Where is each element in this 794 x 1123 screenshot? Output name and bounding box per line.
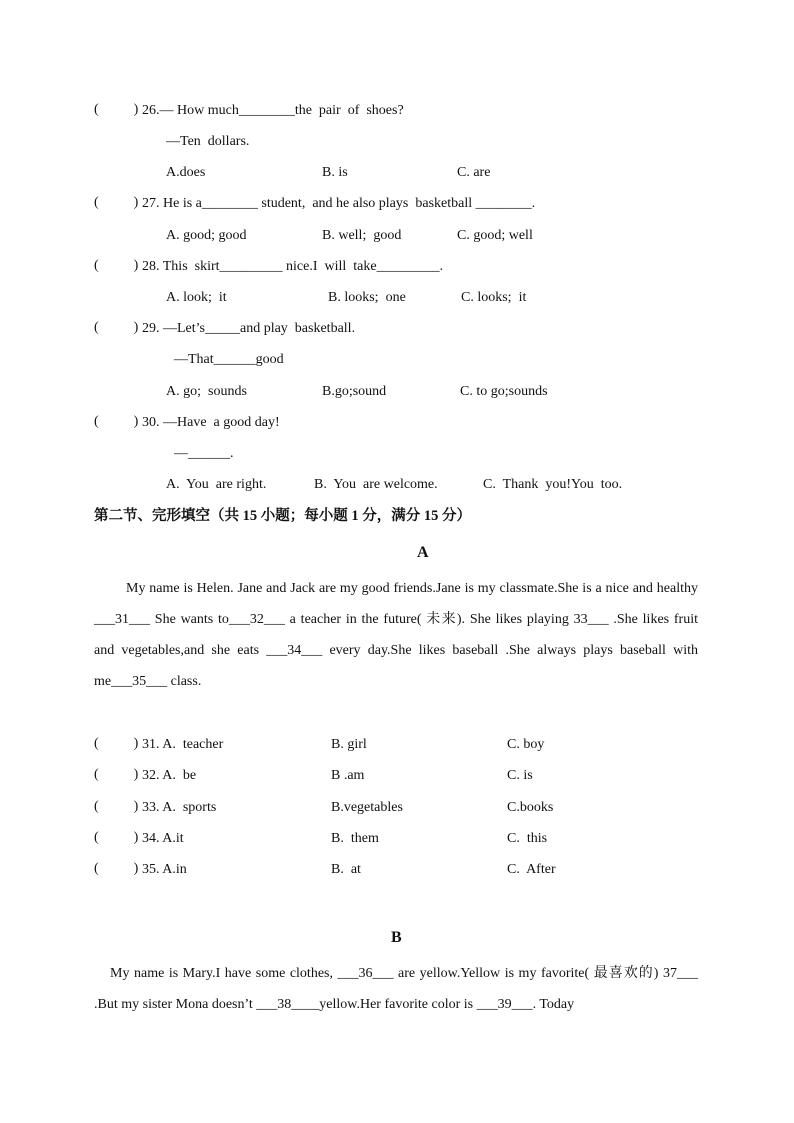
option-a: A.does (166, 165, 206, 180)
option-b: B. girl (331, 737, 367, 752)
answer-paren: ( ) (94, 102, 139, 117)
passage-a-body: My name is Helen. Jane and Jack are my good friends.Jane is my classmate.She is a nice and healthy ___31___ She wants to___32___ a teacher in the future( 未来). She likes playing 33___ .She likes fruit and vegetables,and she eats ___34___ every day.She likes baseball .She always plays baseball with me___35___ class. (94, 581, 698, 689)
question-stem: 28. This skirt_________ nice.I will take_________. (142, 259, 444, 274)
option-a: A. look; it (166, 290, 227, 305)
option-c: C. Thank you!You too. (483, 477, 623, 492)
question-stem: 29. —Let’s_____and play basketball. (142, 321, 356, 336)
option-c: C. this (507, 831, 548, 846)
option-c: C. good; well (457, 228, 533, 243)
option-a: 31. A. teacher (142, 737, 224, 752)
question-stem: 27. He is a________ student, and he also plays basketball ________. (142, 196, 536, 211)
option-c: C. to go;sounds (460, 384, 548, 399)
option-c: C. boy (507, 737, 545, 752)
option-b: B. looks; one (328, 290, 406, 305)
option-b: B.go;sound (322, 384, 387, 399)
question-stem: 30. —Have a good day! (142, 415, 280, 430)
option-c: C. After (507, 862, 556, 877)
option-c: C. is (507, 768, 533, 783)
question-reply: —______. (174, 446, 234, 461)
passage-heading: A (417, 544, 429, 561)
passage-text (94, 573, 698, 697)
question-stem: 26.— How much________the pair of shoes? (142, 103, 404, 118)
option-c: C.books (507, 800, 554, 815)
option-b: B.vegetables (331, 800, 403, 815)
answer-paren: ( ) (94, 258, 139, 273)
option-b: B. at (331, 862, 361, 877)
answer-paren: ( ) (94, 320, 139, 335)
passage-heading: B (391, 929, 402, 946)
passage-b-body: My name is Mary.I have some clothes, ___36___ are yellow.Yellow is my favorite( 最喜欢的) 37___ .But my sister Mona doesn’t ___38____yellow.Her favorite color is ___39___. Today (94, 966, 698, 1012)
option-b: B. is (322, 165, 348, 180)
section-title: 第二节、完形填空（共 15 小题；每小题 1 分，满分 15 分） (94, 508, 471, 524)
option-a: A. You are right. (166, 477, 267, 492)
option-a: A. good; good (166, 228, 247, 243)
passage-text (94, 958, 698, 1020)
option-b: B. them (331, 831, 379, 846)
option-b: B. You are welcome. (314, 477, 438, 492)
option-b: B .am (331, 768, 365, 783)
option-a: 33. A. sports (142, 800, 217, 815)
option-b: B. well; good (322, 228, 402, 243)
option-a: 32. A. be (142, 768, 197, 783)
option-c: C. looks; it (461, 290, 527, 305)
answer-paren: ( ) (94, 195, 139, 210)
answer-paren: ( ) (94, 830, 139, 845)
answer-paren: ( ) (94, 736, 139, 751)
option-a: A. go; sounds (166, 384, 247, 399)
option-a: 35. A.in (142, 862, 187, 877)
answer-paren: ( ) (94, 414, 139, 429)
question-reply: —That______good (174, 352, 284, 367)
question-reply: —Ten dollars. (166, 134, 250, 149)
option-a: 34. A.it (142, 831, 184, 846)
answer-paren: ( ) (94, 799, 139, 814)
answer-paren: ( ) (94, 861, 139, 876)
option-c: C. are (457, 165, 491, 180)
answer-paren: ( ) (94, 767, 139, 782)
